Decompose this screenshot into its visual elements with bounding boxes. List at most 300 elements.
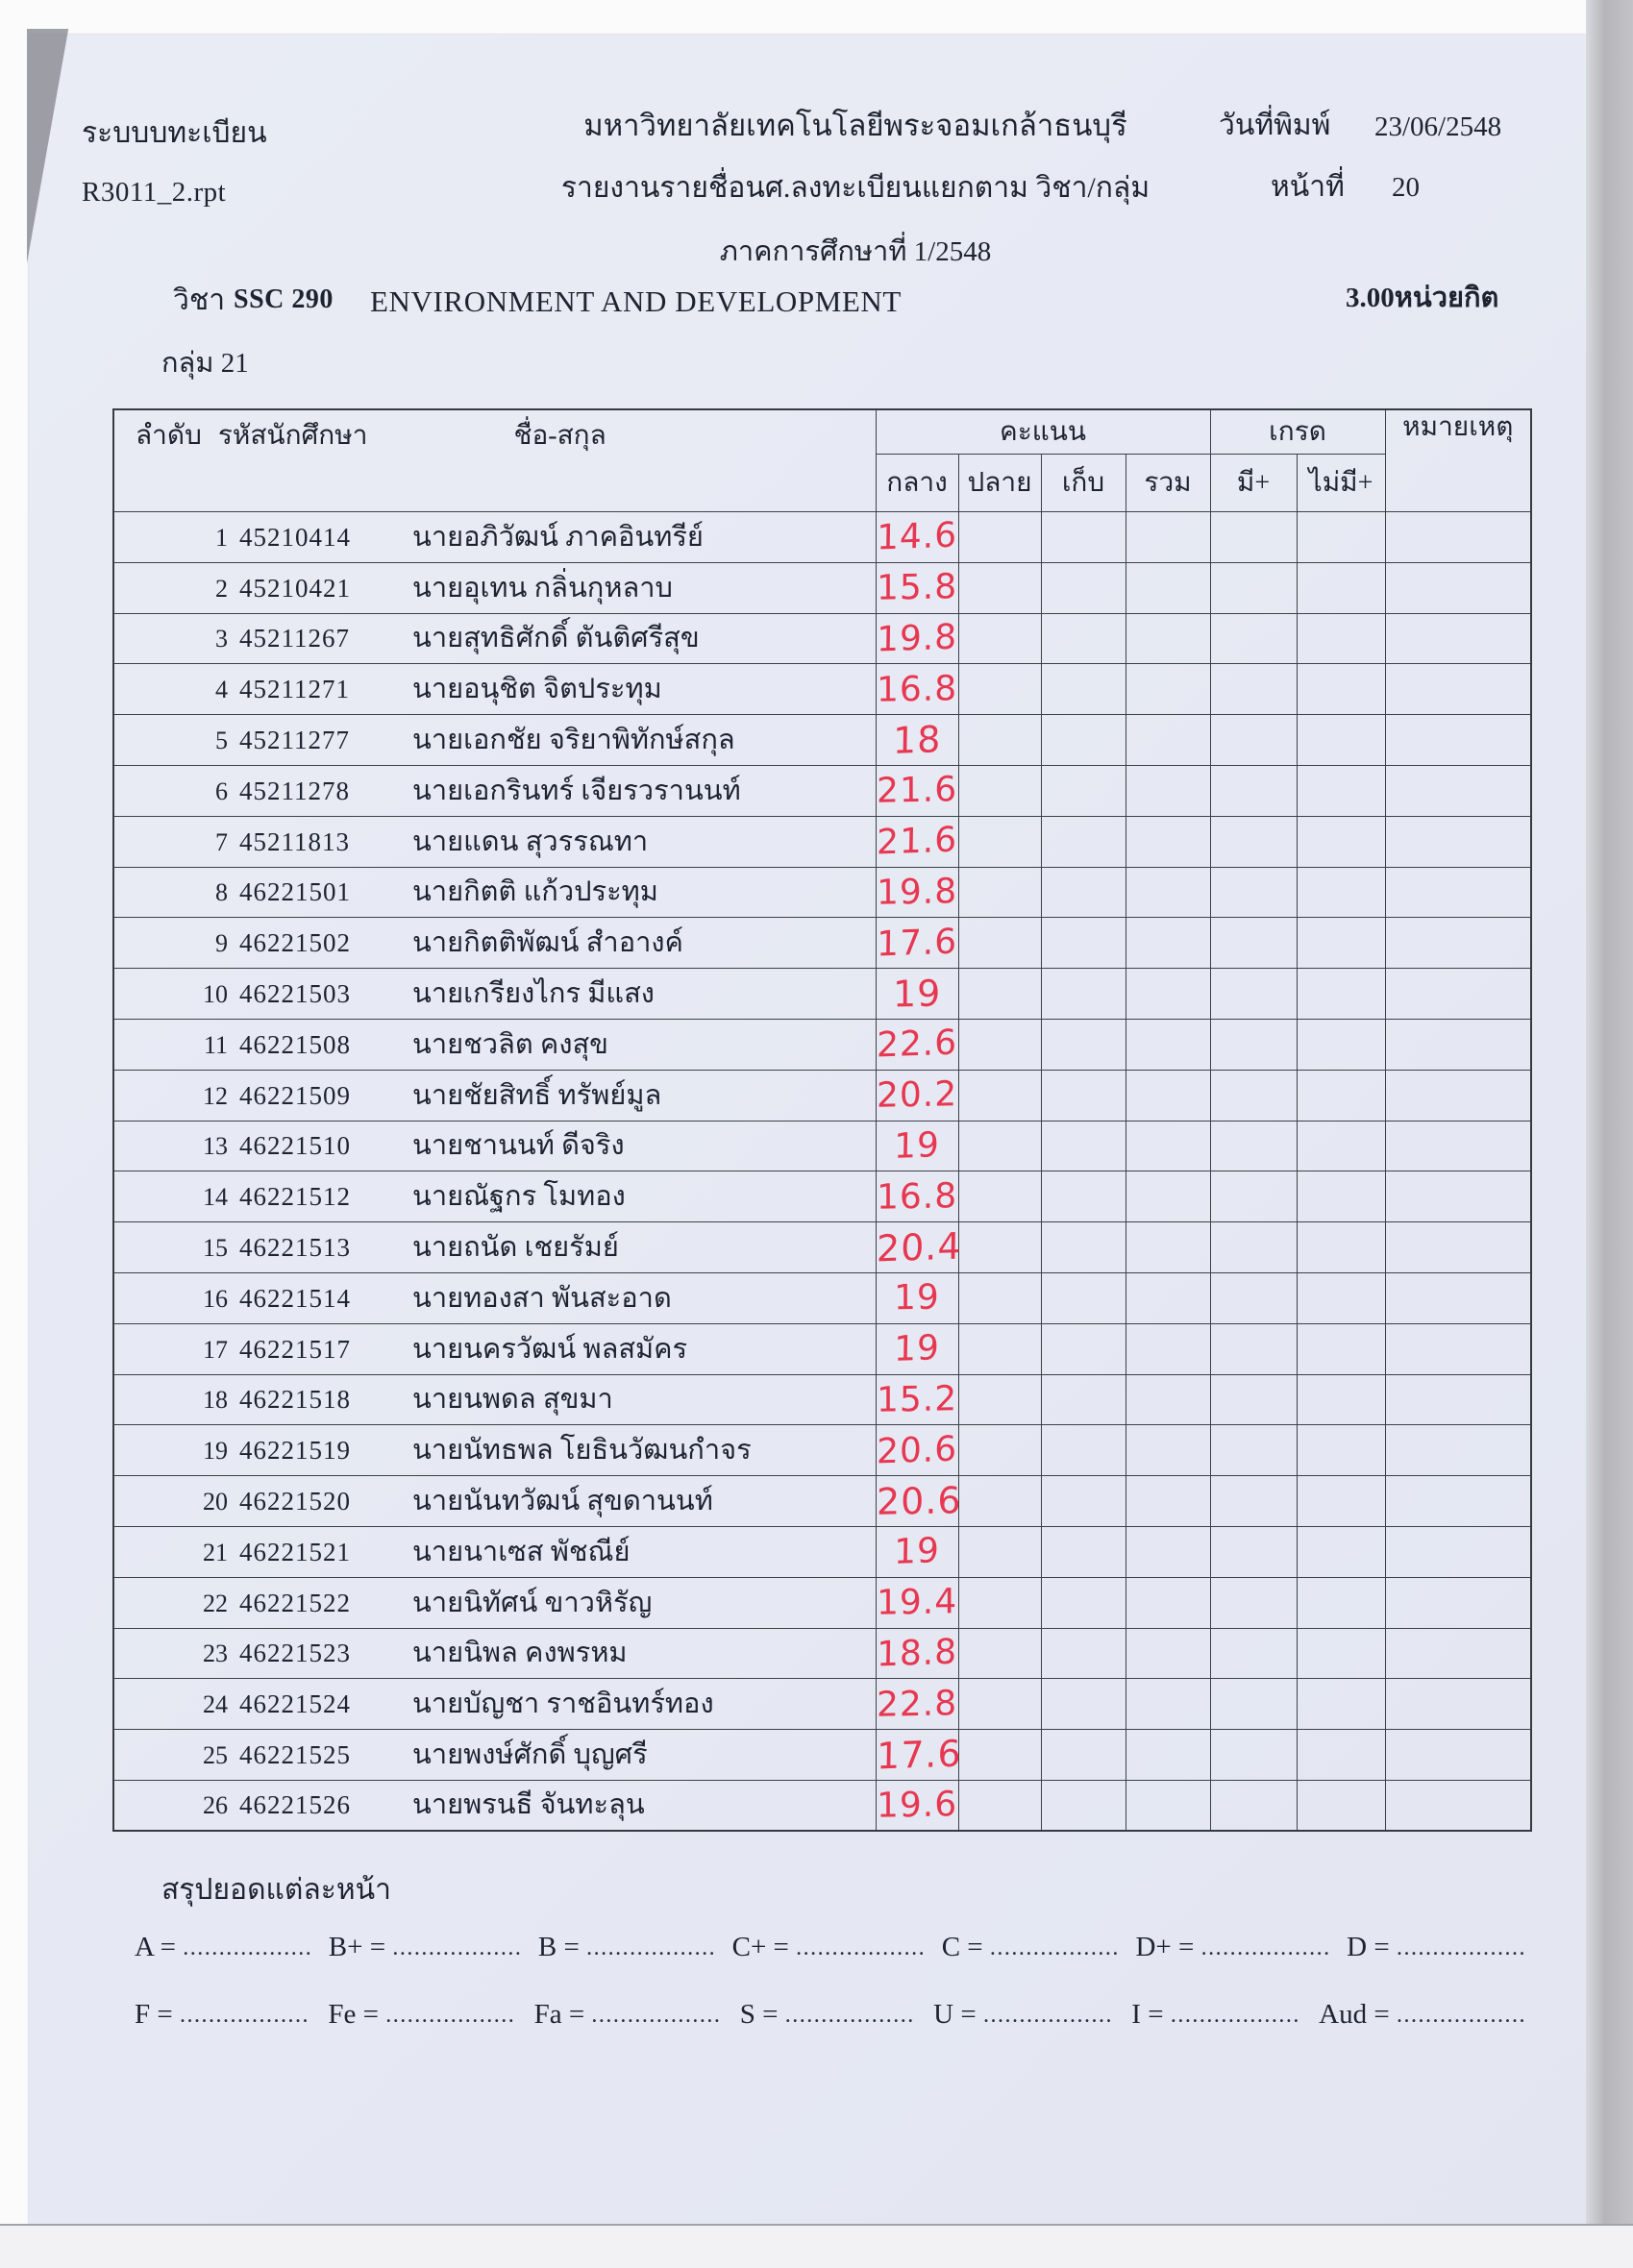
- final-score-cell: [958, 969, 1041, 1020]
- student-name: นายชัยสิทธิ์ ทรัพย์มูล: [412, 1079, 662, 1111]
- final-score-cell: [958, 1374, 1041, 1425]
- row-number: 5: [215, 726, 228, 754]
- grade-summary-item: [329, 1932, 523, 1963]
- final-score-cell: [958, 1425, 1041, 1476]
- student-id: 46221523: [239, 1639, 351, 1668]
- final-score-cell: [958, 1730, 1041, 1781]
- student-name: นายถนัด เชยรัมย์: [412, 1231, 619, 1263]
- midterm-score-handwritten: 20.4: [876, 1224, 962, 1270]
- col-header-remark: หมายเหตุ: [1385, 409, 1531, 512]
- student-name: นายทองสา พันสะอาด: [412, 1282, 672, 1314]
- table-row: [113, 613, 1531, 664]
- remark-cell: [1385, 613, 1531, 664]
- student-cell: [113, 1577, 876, 1628]
- final-score-cell: [958, 664, 1041, 715]
- grade-plus-cell: [1210, 715, 1297, 766]
- midterm-score-handwritten: 22.8: [876, 1683, 958, 1725]
- midterm-score-cell: [876, 512, 958, 563]
- total-score-cell: [1126, 1730, 1210, 1781]
- grade-noplus-cell: [1297, 1019, 1385, 1070]
- remark-cell: [1385, 1476, 1531, 1527]
- student-id: 45211277: [239, 725, 350, 754]
- student-name: นายแดน สุวรรณทา: [412, 826, 649, 857]
- total-score-cell: [1126, 1628, 1210, 1679]
- grade-noplus-cell: [1297, 918, 1385, 969]
- table-row: [113, 816, 1531, 867]
- remark-cell: [1385, 1222, 1531, 1273]
- table-row: [113, 1070, 1531, 1121]
- remark-cell: [1385, 1730, 1531, 1781]
- total-score-cell: [1126, 715, 1210, 766]
- grade-noplus-cell: [1297, 816, 1385, 867]
- university-name: มหาวิทยาลัยเทคโนโลยีพระจอมเกล้าธนบุรี: [583, 109, 1127, 142]
- midterm-score-cell: [876, 1171, 958, 1222]
- student-name: นายบัญชา ราชอินทร์ทอง: [412, 1689, 714, 1720]
- remark-cell: [1385, 1780, 1531, 1831]
- grade-summary-key: Fa =: [533, 1999, 592, 2030]
- grade-plus-cell: [1210, 1171, 1297, 1222]
- grade-plus-cell: [1210, 1679, 1297, 1730]
- total-score-cell: [1126, 1272, 1210, 1323]
- total-score-cell: [1126, 512, 1210, 563]
- subject-name: ENVIRONMENT AND DEVELOPMENT: [370, 284, 902, 318]
- grade-noplus-cell: [1297, 1121, 1385, 1171]
- page-number-value: 20: [1392, 172, 1420, 203]
- table-row: [113, 1272, 1531, 1323]
- midterm-score-cell: [876, 1374, 958, 1425]
- total-score-cell: [1126, 1425, 1210, 1476]
- total-score-cell: [1126, 1222, 1210, 1273]
- grade-summary-item: [538, 1932, 716, 1963]
- row-number: 8: [215, 878, 228, 907]
- grade-summary-key: U =: [933, 1999, 983, 2030]
- grade-summary-line-1: [135, 1932, 1526, 1963]
- grade-noplus-cell: [1297, 1526, 1385, 1577]
- grade-summary-blank: ..................: [591, 2003, 722, 2028]
- student-id: 46221526: [239, 1790, 351, 1820]
- col-header-final: ปลาย: [958, 455, 1041, 512]
- student-cell: [113, 918, 876, 969]
- grade-summary-blank: ..................: [385, 2003, 516, 2028]
- row-number: 21: [203, 1538, 228, 1566]
- grade-summary-blank: ..................: [1170, 2003, 1300, 2028]
- grade-summary-item: [328, 1999, 515, 2031]
- student-cell: [113, 816, 876, 867]
- student-name: นายอภิวัฒน์ ภาคอินทรีย์: [412, 521, 704, 553]
- total-score-cell: [1126, 1780, 1210, 1831]
- midterm-score-cell: [876, 1780, 958, 1831]
- grade-noplus-cell: [1297, 613, 1385, 664]
- remark-cell: [1385, 1425, 1531, 1476]
- remark-cell: [1385, 664, 1531, 715]
- student-cell: [113, 1121, 876, 1171]
- remark-cell: [1385, 867, 1531, 918]
- table-row: [113, 969, 1531, 1020]
- col-header-grade-noplus: ไม่มี+: [1297, 455, 1385, 512]
- table-row: [113, 1222, 1531, 1273]
- midterm-score-handwritten: 19: [892, 972, 942, 1016]
- grade-summary-blank: ..................: [982, 2003, 1113, 2028]
- collected-score-cell: [1041, 664, 1126, 715]
- col-header-total: รวม: [1126, 455, 1210, 512]
- student-name: นายเกรียงไกร มีแสง: [412, 977, 655, 1009]
- student-cell: [113, 1780, 876, 1831]
- grade-summary-key: Fe =: [328, 1999, 386, 2030]
- midterm-score-cell: [876, 765, 958, 816]
- col-header-score-group: คะแนน: [876, 409, 1210, 455]
- midterm-score-handwritten: 19.6: [876, 1785, 958, 1826]
- print-date-label: วันที่พิมพ์: [1219, 110, 1331, 141]
- student-name: นายนาเซส พัชณีย์: [412, 1536, 631, 1567]
- row-number: 9: [215, 929, 228, 958]
- total-score-cell: [1126, 1679, 1210, 1730]
- midterm-score-handwritten: 19: [893, 1531, 941, 1573]
- remark-cell: [1385, 1577, 1531, 1628]
- midterm-score-cell: [876, 1222, 962, 1273]
- remark-cell: [1385, 1272, 1531, 1323]
- student-name: นายอุเทน กลิ่นกุหลาบ: [412, 572, 673, 604]
- table-row: [113, 765, 1531, 816]
- student-name: นายพงษ์ศักดิ์ บุญศรี: [412, 1738, 648, 1770]
- row-number: 24: [203, 1690, 228, 1719]
- remark-cell: [1385, 512, 1531, 563]
- row-number: 1: [215, 523, 228, 552]
- page-summary-label: สรุปยอดแต่ละหน้า: [161, 1874, 391, 1906]
- midterm-score-cell: [876, 1679, 958, 1730]
- grade-plus-cell: [1210, 613, 1297, 664]
- final-score-cell: [958, 1171, 1041, 1222]
- grade-summary-blank: ..................: [796, 1935, 927, 1960]
- table-row: [113, 664, 1531, 715]
- table-row: [113, 1780, 1531, 1831]
- grade-noplus-cell: [1297, 1222, 1385, 1273]
- midterm-score-cell: [876, 918, 958, 969]
- total-score-cell: [1126, 1374, 1210, 1425]
- student-cell: [113, 1679, 876, 1730]
- final-score-cell: [958, 918, 1041, 969]
- collected-score-cell: [1041, 1171, 1126, 1222]
- remark-cell: [1385, 765, 1531, 816]
- student-id: 45211267: [239, 624, 350, 653]
- student-id: 46221508: [239, 1029, 351, 1059]
- grade-plus-cell: [1210, 1730, 1297, 1781]
- midterm-score-handwritten: 19.8: [876, 617, 958, 660]
- midterm-score-cell: [876, 1526, 958, 1577]
- midterm-score-handwritten: 20.6: [876, 1429, 958, 1472]
- midterm-score-handwritten: 19: [893, 1328, 941, 1369]
- grade-summary-blank: ..................: [392, 1935, 523, 1960]
- grade-noplus-cell: [1297, 1730, 1385, 1781]
- student-id: 46221520: [239, 1486, 351, 1516]
- midterm-score-cell: [876, 867, 958, 918]
- row-number: 14: [203, 1183, 228, 1212]
- student-cell: [113, 1374, 876, 1425]
- grade-summary-key: I =: [1131, 1999, 1171, 2030]
- student-table-body: [113, 512, 1531, 1832]
- collected-score-cell: [1041, 765, 1126, 816]
- student-cell: [113, 1730, 876, 1781]
- total-score-cell: [1126, 1070, 1210, 1121]
- total-score-cell: [1126, 969, 1210, 1020]
- total-score-cell: [1126, 1171, 1210, 1222]
- student-id: 46221502: [239, 928, 351, 958]
- collected-score-cell: [1041, 512, 1126, 563]
- table-row: [113, 1019, 1531, 1070]
- collected-score-cell: [1041, 562, 1126, 613]
- midterm-score-handwritten: 18: [892, 718, 942, 762]
- collected-score-cell: [1041, 1272, 1126, 1323]
- midterm-score-handwritten: 19.8: [876, 872, 958, 913]
- student-name: นายชวลิต คงสุข: [412, 1028, 609, 1060]
- table-row: [113, 918, 1531, 969]
- student-name: นายอนุชิต จิตประทุม: [412, 674, 662, 705]
- grade-summary-line-2: [135, 1999, 1526, 2031]
- grade-summary-blank: ..................: [1396, 1935, 1526, 1960]
- row-number: 6: [215, 777, 228, 805]
- table-row: [113, 1730, 1531, 1781]
- grade-plus-cell: [1210, 765, 1297, 816]
- grade-noplus-cell: [1297, 1628, 1385, 1679]
- grade-noplus-cell: [1297, 512, 1385, 563]
- row-number: 18: [203, 1386, 228, 1415]
- student-name: นายกิตติ แก้วประทุม: [412, 876, 658, 908]
- system-label: ระบบบทะเบียน: [82, 117, 267, 149]
- student-id: 46221513: [239, 1232, 351, 1262]
- grade-plus-cell: [1210, 816, 1297, 867]
- remark-cell: [1385, 1679, 1531, 1730]
- group-line: [161, 346, 249, 381]
- group-label: กลุ่ม: [161, 348, 214, 379]
- final-score-cell: [958, 1121, 1041, 1171]
- remark-cell: [1385, 1323, 1531, 1374]
- row-number: 16: [203, 1284, 228, 1313]
- student-cell: [113, 1526, 876, 1577]
- midterm-score-handwritten: 19: [894, 1277, 940, 1319]
- grade-noplus-cell: [1297, 1171, 1385, 1222]
- grade-plus-cell: [1210, 918, 1297, 969]
- remark-cell: [1385, 1374, 1531, 1425]
- midterm-score-handwritten: 17.6: [876, 922, 958, 965]
- print-date-value: 23/06/2548: [1374, 111, 1502, 142]
- table-row: [113, 1526, 1531, 1577]
- final-score-cell: [958, 1780, 1041, 1831]
- table-row: [113, 1374, 1531, 1425]
- student-id: 46221503: [239, 978, 351, 1008]
- student-id: 45210421: [239, 573, 351, 603]
- remark-cell: [1385, 1628, 1531, 1679]
- collected-score-cell: [1041, 1070, 1126, 1121]
- midterm-score-handwritten: 18.8: [876, 1632, 958, 1675]
- collected-score-cell: [1041, 1222, 1126, 1273]
- grade-noplus-cell: [1297, 1374, 1385, 1425]
- collected-score-cell: [1041, 715, 1126, 766]
- col-header-collected: เก็บ: [1041, 455, 1126, 512]
- midterm-score-cell: [876, 816, 958, 867]
- table-row: [113, 1628, 1531, 1679]
- collected-score-cell: [1041, 969, 1126, 1020]
- grade-noplus-cell: [1297, 969, 1385, 1020]
- total-score-cell: [1126, 816, 1210, 867]
- row-number: 7: [215, 827, 228, 856]
- table-row: [113, 1171, 1531, 1222]
- grade-summary-key: S =: [739, 1999, 785, 2030]
- grade-summary-key: C =: [941, 1932, 990, 1962]
- total-score-cell: [1126, 765, 1210, 816]
- subject-code: SSC 290: [234, 284, 334, 314]
- grade-summary-blank: ..................: [989, 1935, 1120, 1960]
- grade-summary-item: [740, 1999, 915, 2031]
- row-number: 25: [203, 1740, 228, 1769]
- midterm-score-handwritten: 15.8: [876, 567, 958, 608]
- midterm-score-handwritten: 19: [893, 1125, 941, 1167]
- final-score-cell: [958, 765, 1041, 816]
- student-cell: [113, 1171, 876, 1222]
- header-left-cell: [113, 409, 876, 512]
- student-table: [112, 408, 1532, 1832]
- midterm-score-handwritten: 22.6: [876, 1023, 958, 1066]
- student-cell: [113, 765, 876, 816]
- grade-plus-cell: [1210, 1577, 1297, 1628]
- col-header-grade-plus: มี+: [1210, 455, 1297, 512]
- collected-score-cell: [1041, 1679, 1126, 1730]
- grade-noplus-cell: [1297, 1323, 1385, 1374]
- row-number: 10: [203, 979, 228, 1008]
- col-header-midterm: กลาง: [876, 455, 958, 512]
- total-score-cell: [1126, 613, 1210, 664]
- midterm-score-handwritten: 21.6: [876, 770, 958, 812]
- student-id: 46221519: [239, 1436, 351, 1466]
- grade-plus-cell: [1210, 1070, 1297, 1121]
- collected-score-cell: [1041, 1577, 1126, 1628]
- row-number: 26: [203, 1791, 228, 1820]
- collected-score-cell: [1041, 613, 1126, 664]
- final-score-cell: [958, 1323, 1041, 1374]
- student-name: นายนิพล คงพรหม: [412, 1638, 628, 1669]
- collected-score-cell: [1041, 867, 1126, 918]
- final-score-cell: [958, 1679, 1041, 1730]
- final-score-cell: [958, 562, 1041, 613]
- total-score-cell: [1126, 1526, 1210, 1577]
- grade-noplus-cell: [1297, 1577, 1385, 1628]
- grade-summary-item: [135, 1999, 309, 2031]
- collected-score-cell: [1041, 1019, 1126, 1070]
- grade-plus-cell: [1210, 1323, 1297, 1374]
- total-score-cell: [1126, 1476, 1210, 1527]
- report-file-name: R3011_2.rpt: [82, 177, 227, 208]
- final-score-cell: [958, 1019, 1041, 1070]
- midterm-score-handwritten: 16.8: [876, 669, 958, 710]
- total-score-cell: [1126, 918, 1210, 969]
- midterm-score-handwritten: 17.6: [876, 1732, 962, 1778]
- final-score-cell: [958, 1476, 1041, 1527]
- grade-summary-item: [534, 1999, 722, 2031]
- midterm-score-handwritten: 16.8: [876, 1176, 958, 1218]
- group-number: 21: [220, 348, 249, 379]
- grade-summary-key: F =: [135, 1999, 180, 2030]
- student-cell: [113, 613, 876, 664]
- row-number: 11: [203, 1030, 228, 1059]
- student-id: 46221512: [239, 1182, 351, 1212]
- student-cell: [113, 1222, 876, 1273]
- grade-noplus-cell: [1297, 1476, 1385, 1527]
- grade-summary-key: A =: [135, 1932, 184, 1962]
- row-number: 13: [203, 1132, 228, 1161]
- remark-cell: [1385, 1121, 1531, 1171]
- student-id: 46221510: [239, 1131, 351, 1161]
- student-cell: [113, 1070, 876, 1121]
- total-score-cell: [1126, 1323, 1210, 1374]
- col-header-name: ชื่อ-สกุล: [513, 421, 606, 451]
- student-cell: [113, 512, 876, 563]
- grade-noplus-cell: [1297, 664, 1385, 715]
- row-number: 19: [203, 1437, 228, 1466]
- subject-label: วิชา: [173, 284, 226, 316]
- row-number: 23: [203, 1639, 228, 1668]
- student-id: 46221522: [239, 1588, 351, 1617]
- collected-score-cell: [1041, 1526, 1126, 1577]
- final-score-cell: [958, 816, 1041, 867]
- remark-cell: [1385, 1070, 1531, 1121]
- row-number: 2: [215, 574, 228, 603]
- student-id: 45211813: [239, 826, 350, 856]
- midterm-score-cell: [876, 1577, 958, 1628]
- midterm-score-cell: [876, 1121, 958, 1171]
- remark-cell: [1385, 816, 1531, 867]
- table-header-group-row: [113, 409, 1531, 455]
- grade-summary-key: C+ =: [731, 1932, 797, 1962]
- semester-line: ภาคการศึกษาที่ 1/2548: [719, 236, 992, 267]
- total-score-cell: [1126, 664, 1210, 715]
- midterm-score-cell: [876, 664, 958, 715]
- grade-summary-item: [1347, 1932, 1526, 1963]
- grade-noplus-cell: [1297, 1679, 1385, 1730]
- grade-noplus-cell: [1297, 1425, 1385, 1476]
- table-row: [113, 512, 1531, 563]
- total-score-cell: [1126, 562, 1210, 613]
- student-name: นายนัทธพล โยธินวัฒนกำจร: [412, 1435, 752, 1467]
- collected-score-cell: [1041, 1374, 1126, 1425]
- grade-summary-blank: ..................: [179, 2003, 309, 2028]
- remark-cell: [1385, 1526, 1531, 1577]
- collected-score-cell: [1041, 1476, 1126, 1527]
- credits-value: 3.00หน่วยกิต: [1346, 283, 1499, 313]
- grade-plus-cell: [1210, 1272, 1297, 1323]
- student-name: นายเอกรินทร์ เจียรวรานนท์: [412, 775, 741, 806]
- grade-noplus-cell: [1297, 1272, 1385, 1323]
- collected-score-cell: [1041, 918, 1126, 969]
- student-name: นายสุทธิศักดิ์ ตันติศรีสุข: [412, 623, 700, 654]
- student-id: 45210414: [239, 522, 351, 552]
- remark-cell: [1385, 918, 1531, 969]
- student-id: 46221525: [239, 1739, 351, 1769]
- total-score-cell: [1126, 867, 1210, 918]
- student-cell: [113, 1323, 876, 1374]
- midterm-score-handwritten: 20.2: [876, 1074, 958, 1116]
- grade-noplus-cell: [1297, 562, 1385, 613]
- midterm-score-cell: [876, 1730, 962, 1781]
- grade-plus-cell: [1210, 1222, 1297, 1273]
- student-id: 46221517: [239, 1334, 351, 1364]
- final-score-cell: [958, 715, 1041, 766]
- student-cell: [113, 715, 876, 766]
- student-name: นายนพดล สุขมา: [412, 1384, 613, 1416]
- remark-cell: [1385, 715, 1531, 766]
- grade-plus-cell: [1210, 1019, 1297, 1070]
- midterm-score-cell: [876, 1272, 958, 1323]
- total-score-cell: [1126, 1121, 1210, 1171]
- student-cell: [113, 1272, 876, 1323]
- row-number: 12: [203, 1081, 228, 1110]
